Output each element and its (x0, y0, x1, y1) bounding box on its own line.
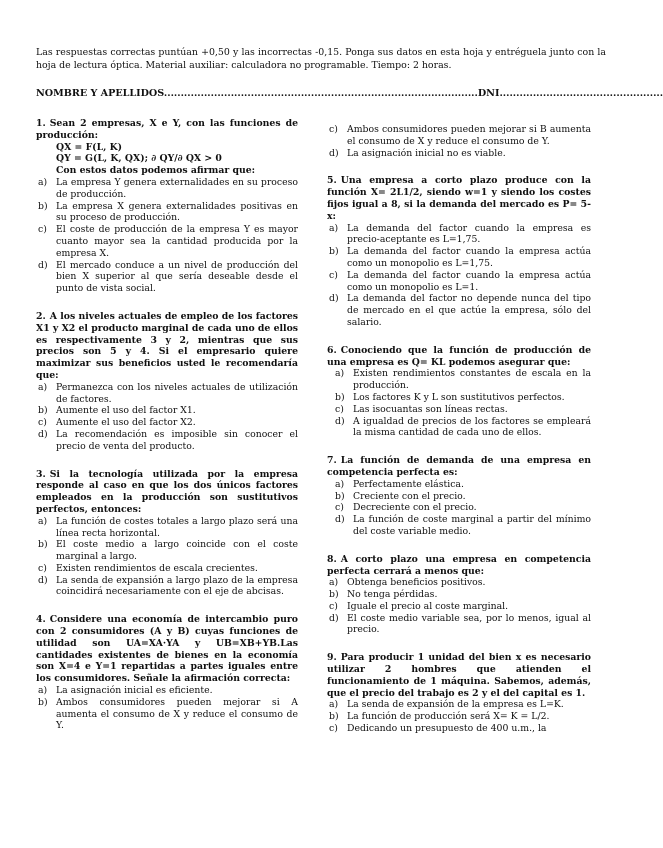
option[interactable]: a) Permanezca con los niveles actuales de utilización de factores. (38, 381, 298, 405)
name-blank: .............................................................................................. (163, 88, 478, 99)
option[interactable]: c) La demanda del factor cuando la empresa actúa como un monopolio es L=1. (329, 269, 591, 293)
question-number: 2. (36, 310, 46, 322)
question-title: Si la tecnología utilizada por la empresa responde al caso en que los dos únicos factores empleados en la producción son sustitutivos perfectos, entonces: (36, 468, 298, 515)
option[interactable]: d) El mercado conduce a un nivel de producción del bien X superior al que sería deseable desde el punto de vista social. (38, 259, 298, 295)
option[interactable]: b) Aumente el uso del factor X1. (38, 405, 196, 417)
question-number: 9. (327, 652, 337, 664)
question-number: 6. (327, 344, 337, 356)
option[interactable]: d) La recomendación es imposible sin conocer el precio de venta del producto. (38, 428, 298, 452)
question-title: A corto plazo una empresa en competencia perfecta cerrará a menos que: (327, 553, 591, 577)
question-title: Considere una economía de intercambio puro con 2 consumidores (A y B) cuyas funciones de utilidad son UA=XA·YA y UB=XB+YB.Las cantidades existentes de bienes en la economía son X=4 e Y=1 repartidas a partes iguales entre los consumidores. Señale la afirmación correcta: (36, 614, 298, 685)
formula: QX = F(L, K) (56, 141, 123, 153)
option[interactable]: c) El coste de producción de la empresa Y es mayor cuanto mayor sea la cantidad producida por la empresa X. (38, 224, 298, 259)
dni-blank: ................................................. (499, 88, 663, 99)
instructions: Las respuestas correctas puntúan +0,50 y las incorrectas -0,15. Ponga sus datos en esta hoja y entréguela junto con la hoja de lectura óptica. Material auxiliar: calculadora no programable. Tiempo: 2 horas. (36, 47, 606, 71)
option[interactable]: a) La senda de expansión de la empresa es L=K. (329, 699, 564, 711)
question-title: La función de demanda de una empresa en competencia perfecta es: (327, 455, 591, 478)
question-number: 8. (327, 553, 337, 565)
question-number: 5. (327, 175, 337, 187)
option[interactable]: a) La función de costes totales a largo plazo será una línea recta horizontal. (38, 515, 298, 539)
right-column (327, 124, 591, 735)
question-number: 1. (36, 118, 46, 129)
question-9 (327, 652, 591, 735)
option[interactable]: b) Ambos consumidores pueden mejorar si A aumenta el consumo de X y reduce el consumo de Y. (38, 696, 298, 732)
option[interactable]: b) La demanda del factor cuando la empresa actúa como un monopolio es L=1,75. (329, 246, 591, 269)
question-2 (36, 311, 298, 453)
question-number: 7. (327, 455, 337, 467)
option[interactable]: d) La función de coste marginal a partir del mínimo del coste variable medio. (335, 514, 591, 537)
option[interactable]: b) Los factores K y L son sustitutivos perfectos. (335, 391, 565, 403)
option[interactable]: b) Creciente con el precio. (335, 490, 466, 502)
question-6 (327, 345, 591, 439)
option[interactable]: b) El coste medio a largo coincide con el coste marginal a largo. (38, 539, 298, 563)
option[interactable]: c) Existen rendimientos de escala crecientes. (38, 562, 258, 574)
name-row (36, 88, 663, 99)
name-label: NOMBRE Y APELLIDOS (36, 88, 164, 99)
option[interactable]: a) La asignación inicial es eficiente. (38, 685, 213, 697)
question-title: Una empresa a corto plazo produce con la función X= 2L1/2, siendo w=1 y siendo los costes fijos igual a 8, si la demanda del mercado es P= 5-x: (327, 175, 591, 222)
left-column (36, 118, 298, 732)
option[interactable]: d) La demanda del factor no depende nunca del tipo de mercado en el que actúe la empresa, sólo del salario. (329, 293, 591, 328)
question-7 (327, 455, 591, 538)
question-number: 3. (36, 468, 46, 480)
option[interactable]: d) La senda de expansión a largo plazo de la empresa coincidirá necesariamente con el eje de abcisas. (38, 574, 298, 598)
question-title: A los niveles actuales de empleo de los factores X1 y X2 el producto marginal de cada uno de ellos es respectivamente 3 y 2, mientras que sus precios son 5 y 4. Si el empresario quiere maximizar sus beneficios usted le recomendaría que: (36, 310, 298, 381)
option[interactable]: d) El coste medio variable sea, por lo menos, igual al precio. (329, 612, 591, 636)
question-5 (327, 175, 591, 328)
question-4-continued (327, 124, 591, 159)
question-1 (36, 118, 298, 295)
option[interactable]: c) Iguale el precio al coste marginal. (329, 600, 509, 612)
option[interactable]: b) La empresa X genera externalidades positivas en su proceso de producción. (38, 200, 298, 224)
option[interactable]: c) Dedicando un presupuesto de 400 u.m., la (329, 723, 547, 735)
question-3 (36, 469, 298, 599)
option[interactable]: a) Obtenga beneficios positivos. (329, 577, 486, 589)
option[interactable]: c) Decreciente con el precio. (335, 502, 477, 514)
option[interactable]: c) Aumente el uso del factor X2. (38, 417, 196, 429)
option[interactable]: d) La asignación inicial no es viable. (329, 147, 506, 159)
question-number: 4. (36, 614, 46, 626)
option[interactable]: c) Ambos consumidores pueden mejorar si B aumenta el consumo de X y reduce el consumo de Y. (329, 124, 591, 147)
option[interactable]: a) Perfectamente elástica. (335, 478, 464, 490)
option[interactable]: c) Las isocuantas son líneas rectas. (335, 403, 508, 415)
option[interactable]: d) A igualdad de precios de los factores se empleará la misma cantidad de cada uno de ellos. (335, 415, 591, 439)
option[interactable]: a) La demanda del factor cuando la empresa es precio-aceptante es L=1,75. (329, 222, 591, 246)
option[interactable]: b) No tenga pérdidas. (329, 589, 438, 601)
formula: QY = G(L, K, QX); ∂ QY/∂ QX > 0 (56, 153, 222, 165)
question-8 (327, 554, 591, 637)
question-title: Conociendo que la función de producción de una empresa es Q= KL podemos asegurar que: (327, 344, 591, 368)
option[interactable]: a) Existen rendimientos constantes de escala en la producción. (335, 368, 591, 392)
dni-label: DNI (477, 88, 500, 99)
question-title: Sean 2 empresas, X e Y, con las funciones de producción: (36, 118, 298, 141)
question-title: Para producir 1 unidad del bien x es necesario utilizar 2 hombres que atienden el funcionamiento de 1 máquina. Sabemos, además, que el precio del trabajo es 2 y el del capital es 1. (327, 652, 591, 699)
question-4 (36, 614, 298, 732)
option[interactable]: b) La función de producción será X= K = L/2. (329, 711, 550, 723)
question-subtitle: Con estos datos podemos afirmar que: (56, 165, 256, 177)
option[interactable]: a) La empresa Y genera externalidades en su proceso de producción. (38, 176, 298, 200)
